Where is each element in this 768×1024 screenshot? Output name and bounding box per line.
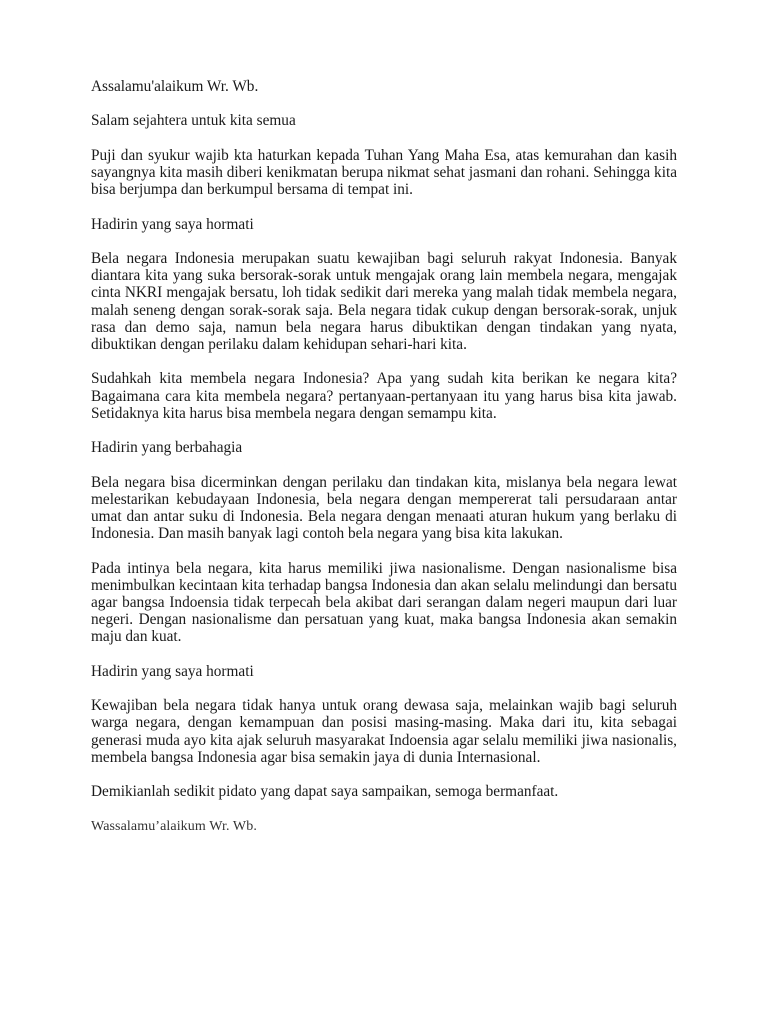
paragraph-obligation: Kewajiban bela negara tidak hanya untuk orang dewasa saja, melainkan wajib bagi seluruh warga negara, dengan kemampuan dan posisi masing-masing. Maka dari itu, kita sebagai generasi muda ayo kita ajak seluruh masyarakat Indoensia agar selalu memiliki jiwa nasionalis, membela bangsa Indonesia agar bisa semakin jaya di dunia Internasional. <box>91 697 677 766</box>
document-page <box>91 78 677 835</box>
audience-address: Hadirin yang berbahagia <box>91 439 243 457</box>
audience-address: Hadirin yang saya hormati <box>91 662 254 680</box>
paragraph-conclusion: Demikianlah sedikit pidato yang dapat saya sampaikan, semoga bermanfaat. <box>91 783 559 801</box>
salutation: Salam sejahtera untuk kita semua <box>91 112 296 130</box>
paragraph-bela-negara-duty: Bela negara Indonesia merupakan suatu kewajiban bagi seluruh rakyat Indonesia. Banyak diantara kita yang suka bersorak-sorak untuk mengajak orang lain membela negara, mengajak cinta NKRI mengajak bersatu, loh tidak sedikit dari mereka yang malah tidak membela negara, malah seneng dengan sorak-sorak saja. Bela negara tidak cukup dengan bersorak-sorak, unjuk rasa dan demo saja, namun bela negara harus dibuktikan dengan tindakan yang nyata, dibuktikan dengan perilaku dalam kehidupan sehari-hari kita. <box>91 249 677 353</box>
paragraph-nationalism: Pada intinya bela negara, kita harus memiliki jiwa nasionalisme. Dengan nasionalisme bisa menimbulkan kecintaan kita terhadap bangsa Indonesia dan akan selalu melindungi dan bersatu agar bangsa Indoensia tidak terpecah bela akibat dari serangan dalam negeri maupun dari luar negeri. Dengan nasionalisme dan persatuan yang kuat, maka bangsa Indonesia akan semakin maju dan kuat. <box>91 559 677 646</box>
paragraph-examples: Bela negara bisa dicerminkan dengan perilaku dan tindakan kita, mislanya bela negara lewat melestarikan kebudayaan Indonesia, bela negara dengan mempererat tali persudaraan antar umat dan antar suku di Indonesia. Bela negara dengan menaati aturan hukum yang berlaku di Indonesia. Dan masih banyak lagi contoh bela negara yang bisa kita lakukan. <box>91 473 677 543</box>
greeting: Assalamu'alaikum Wr. Wb. <box>91 78 259 95</box>
audience-address: Hadirin yang saya hormati <box>91 215 254 233</box>
paragraph-opening-gratitude: Puji dan syukur wajib kta haturkan kepada Tuhan Yang Maha Esa, atas kemurahan dan kasih sayangnya kita masih diberi kenikmatan berupa nikmat sehat jasmani dan rohani. Sehingga kita bisa berjumpa dan berkumpul bersama di tempat ini. <box>91 146 677 199</box>
closing-greeting: Wassalamu’alaikum Wr. Wb. <box>91 818 257 834</box>
paragraph-questions: Sudahkah kita membela negara Indonesia? Apa yang sudah kita berikan ke negara kita? Bagaimana cara kita membela negara? pertanyaan-pertanyaan itu yang harus bisa kita jawab. Setidaknya kita harus bisa membela negara dengan semampu kita. <box>91 370 677 422</box>
